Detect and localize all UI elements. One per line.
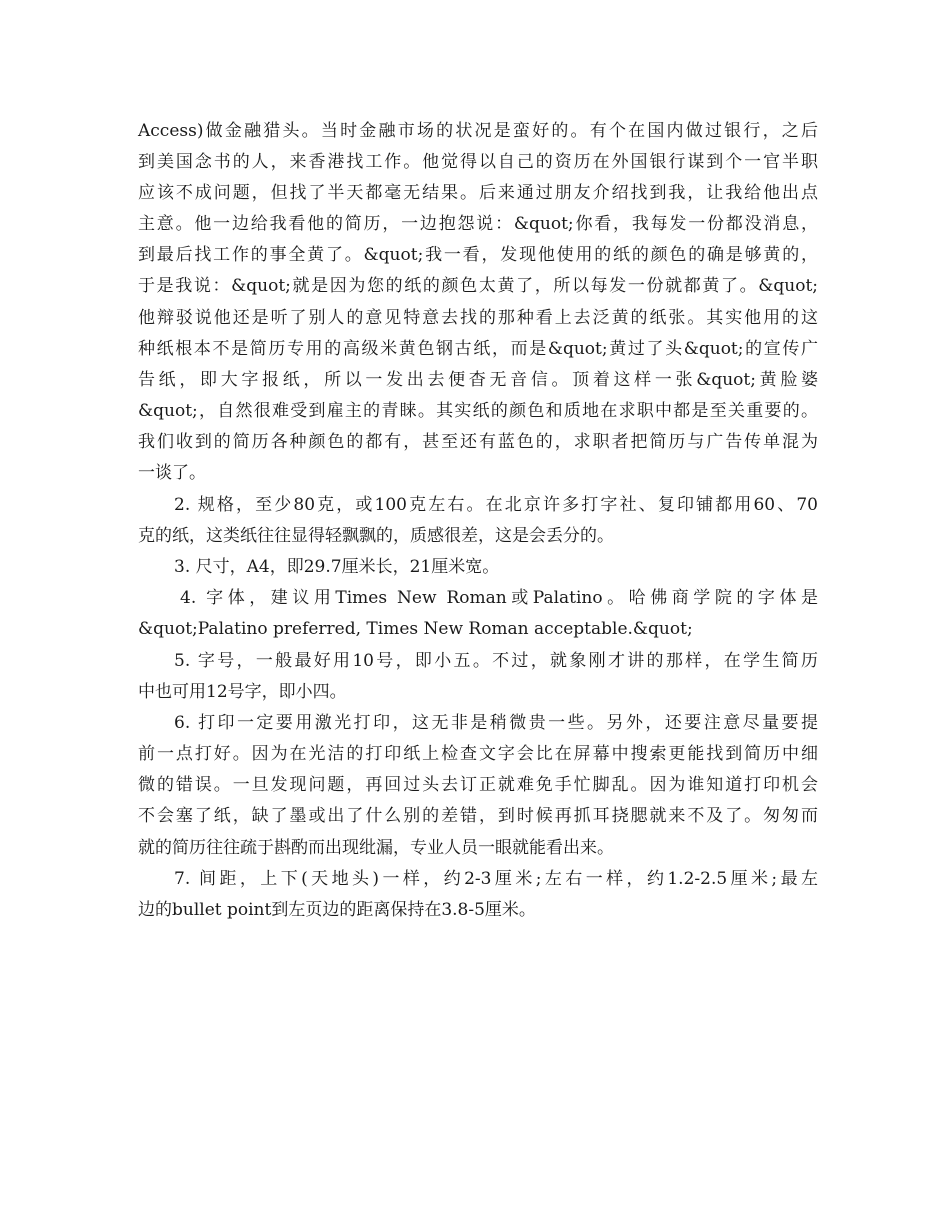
text-line: Access)做金融猎头。当时金融市场的状况是蛮好的。有个在国内做过银行，之后 (138, 121, 818, 141)
list-item-2: 2. 规格，至少80克，或100克左右。在北京许多打字社、复印铺都用60、70 (174, 495, 818, 515)
text-line: 微的错误。一旦发现问题，再回过头去订正就难免手忙脚乱。因为谁知道打印机会 (138, 775, 818, 795)
text-line: 前一点打好。因为在光洁的打印纸上检查文字会比在屏幕中搜索更能找到简历中细 (138, 744, 818, 764)
text-line: 于是我说：&quot;就是因为您的纸的颜色太黄了，所以每发一份就都黄了。&quot; (138, 276, 818, 296)
text-line: 不会塞了纸，缺了墨或出了什么别的差错，到时候再抓耳挠腮就来不及了。匆匆而 (138, 806, 818, 826)
text-line: 边的bullet point到左页边的距离保持在3.8-5厘米。 (138, 900, 536, 920)
text-line: 主意。他一边给我看他的简历，一边抱怨说：&quot;你看，我每发一份都没消息， (138, 214, 818, 234)
text-line: &quot;，自然很难受到雇主的青睐。其实纸的颜色和质地在求职中都是至关重要的。 (138, 401, 818, 421)
list-item-5: 5. 字号，一般最好用10号，即小五。不过，就象刚才讲的那样，在学生简历 (174, 651, 818, 671)
text-line: 中也可用12号字，即小四。 (138, 682, 347, 702)
list-item-3: 3. 尺寸，A4，即29.7厘米长，21厘米宽。 (174, 557, 500, 577)
text-line: 告纸，即大字报纸，所以一发出去便杳无音信。顶着这样一张&quot;黄脸婆 (138, 370, 818, 390)
text-line: 种纸根本不是简历专用的高级米黄色钢古纸，而是&quot;黄过了头&quot;的宣传广 (138, 339, 818, 359)
text-line: 一谈了。 (138, 463, 206, 483)
list-item-6: 6. 打印一定要用激光打印，这无非是稍微贵一些。另外，还要注意尽量要提 (174, 713, 818, 733)
list-item-7: 7. 间距，上下(天地头)一样，约2-3厘米;左右一样，约1.2-2.5厘米;最左 (174, 869, 818, 889)
text-line: 应该不成问题，但找了半天都毫无结果。后来通过朋友介绍找到我，让我给他出点 (138, 183, 818, 203)
text-line: 我们收到的简历各种颜色的都有，甚至还有蓝色的，求职者把简历与广告传单混为 (138, 432, 818, 452)
text-line: 到最后找工作的事全黄了。&quot;我一看，发现他使用的纸的颜色的确是够黄的， (138, 245, 818, 265)
text-line: 他辩驳说他还是听了别人的意见特意去找的那种看上去泛黄的纸张。其实他用的这 (138, 308, 818, 328)
text-line: 就的简历往往疏于斟酌而出现纰漏，专业人员一眼就能看出来。 (138, 838, 614, 858)
text-line: 克的纸，这类纸往往显得轻飘飘的，质感很差，这是会丢分的。 (138, 526, 614, 546)
list-item-4: 4. 字体，建议用Times New Roman或Palatino。哈佛商学院的字体是 (180, 588, 818, 608)
text-line: 到美国念书的人，来香港找工作。他觉得以自己的资历在外国银行谋到个一官半职 (138, 152, 818, 172)
text-line: &quot;Palatino preferred, Times New Roman acceptable.&quot; (138, 619, 693, 639)
